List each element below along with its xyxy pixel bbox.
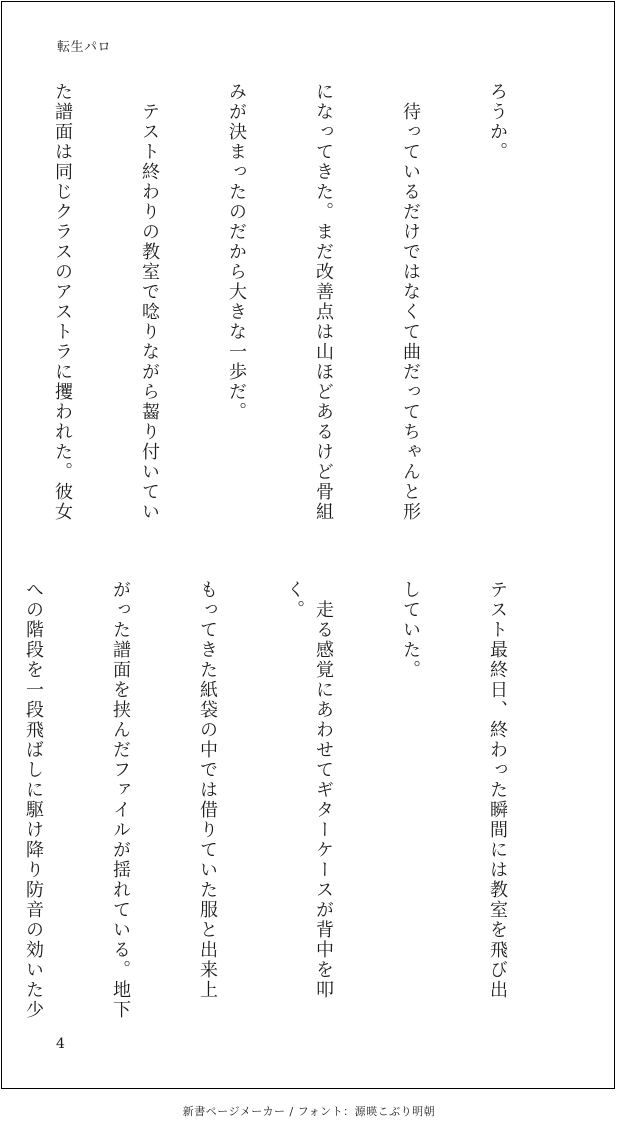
text-line: になってきた。まだ改善点は山ほどあるけど骨組 <box>313 82 334 522</box>
text-column-bottom <box>23 580 570 1020</box>
footer-credit: 新書ページメーカー / フォント：源暎こぶり明朝 <box>182 1105 436 1118</box>
text-line: がった譜面を挟んだファイルが揺れている。地下 <box>110 580 131 1020</box>
text-line: 待っているだけではなくて曲だってちゃんと形 <box>400 82 421 522</box>
text-line: みが決まったのだから大きな一歩だ。 <box>226 82 247 422</box>
text-line: への階段を一段飛ばしに駆け降り防音の効いた少 <box>23 580 44 1020</box>
text-line: テスト終わりの教室で唸りながら齧り付いてい <box>139 82 160 522</box>
text-line: ろうか。 <box>487 82 508 162</box>
text-line: 走る感覚にあわせてギターケースが背中を叩く。 <box>284 580 334 1000</box>
text-line: していた。 <box>400 580 421 680</box>
text-column-top <box>48 82 570 542</box>
text-line: もってきた紙袋の中では借りていた服と出来上 <box>197 580 218 1000</box>
running-header: 転生パロ <box>57 40 112 55</box>
page-number: 4 <box>56 1036 65 1052</box>
text-line: テスト最終日、終わった瞬間には教室を飛び出 <box>487 580 508 1000</box>
text-line: た譜面は同じクラスのアストラに攫われた。彼女 <box>52 82 73 522</box>
